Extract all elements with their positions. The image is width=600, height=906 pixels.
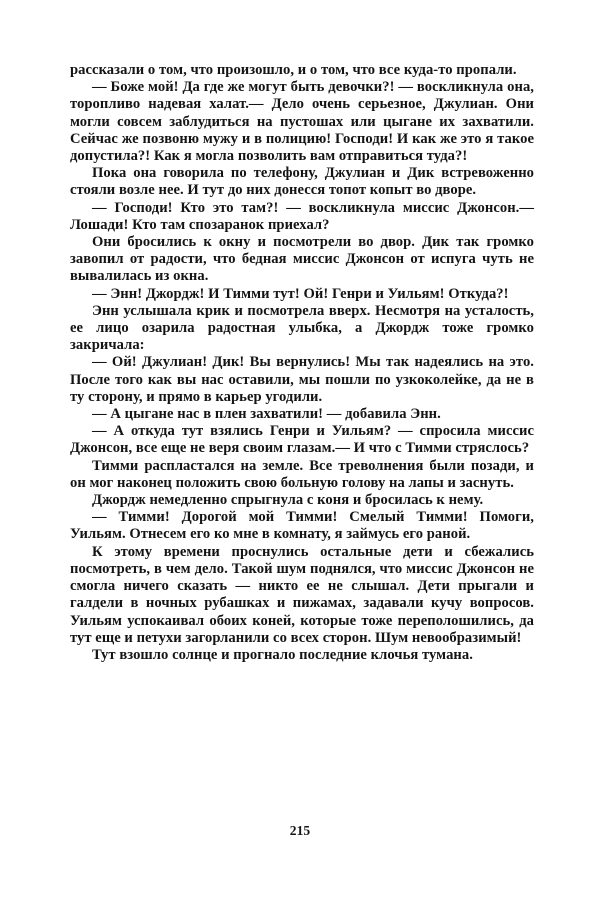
paragraph: Джордж немедленно спрыгнула с коня и бросилась к нему. — [92, 492, 484, 509]
text-body — [70, 62, 534, 664]
paragraph: Тут взошло солнце и прогнало последние клочья тумана. — [92, 646, 473, 663]
paragraph: — Ой! Джулиан! Дик! Вы вернулись! Мы так надеялись на это. После того как вы нас оставили, мы пошли по узкоколейке, да не в ту сторону, и прямо в карьер угодили. — [70, 354, 534, 405]
paragraph: рассказали о том, что произошло, и о том, что все куда-то пропали. — [70, 62, 517, 78]
paragraph: — А откуда тут взялись Генри и Уильям? — спросила миссис Джонсон, все еще не веря своим глазам.— И что с Тимми стряслось? — [70, 423, 534, 457]
paragraph: — А цыгане нас в плен захватили! — добавила Энн. — [92, 406, 441, 423]
paragraph: Тимми распластался на земле. Все треволнения были позади, и он мог наконец положить свою больную голову на лапы и заснуть. — [70, 457, 534, 491]
paragraph: Они бросились к окну и посмотрели во двор. Дик так громко завопил от радости, что бедная миссис Джонсон от испуга чуть не вывалилась из окна. — [70, 234, 534, 285]
page-number: 215 — [289, 823, 311, 838]
paragraph: Энн услышала крик и посмотрела вверх. Несмотря на усталость, ее лицо озарила радостная улыбка, а Джордж тоже громко закричала: — [70, 302, 534, 354]
paragraph: — Боже мой! Да где же могут быть девочки?! — воскликнула она, торопливо надевая халат.— Дело очень серьезное, Джулиан. Они могли совсем заблудиться на пустошах или цыгане их захватили. Сейчас же позвоню мужу и в полицию! Господи! И как же это я такое допустила?! Как я могла позволить вам отправиться туда?! — [70, 79, 534, 165]
paragraph: Пока она говорила по телефону, Джулиан и Дик встревоженно стояли возле нее. И тут до них донесся топот копыт во дворе. — [70, 165, 534, 199]
paragraph: — Господи! Кто это там?! — воскликнула миссис Джонсон.— Лошади! Кто там спозаранок приехал? — [70, 199, 534, 233]
paragraph: — Энн! Джордж! И Тимми тут! Ой! Генри и Уильям! Откуда?! — [92, 285, 509, 302]
paragraph: — Тимми! Дорогой мой Тимми! Смелый Тимми! Помоги, Уильям. Отнесем его ко мне в комнату, я займусь его раной. — [70, 509, 534, 543]
paragraph: К этому времени проснулись остальные дети и сбежались посмотреть, в чем дело. Такой шум поднялся, что миссис Джонсон не смогла ничего сказать — никто ее не слышал. Дети прыгали и галдели в ночных рубашках и пижамах, задавали кучу вопросов. Уильям успокаивал обоих коней, которые тоже переполошились, да тут еще и петухи загорланили со всех сторон. Шум невообразимый! — [70, 543, 534, 646]
